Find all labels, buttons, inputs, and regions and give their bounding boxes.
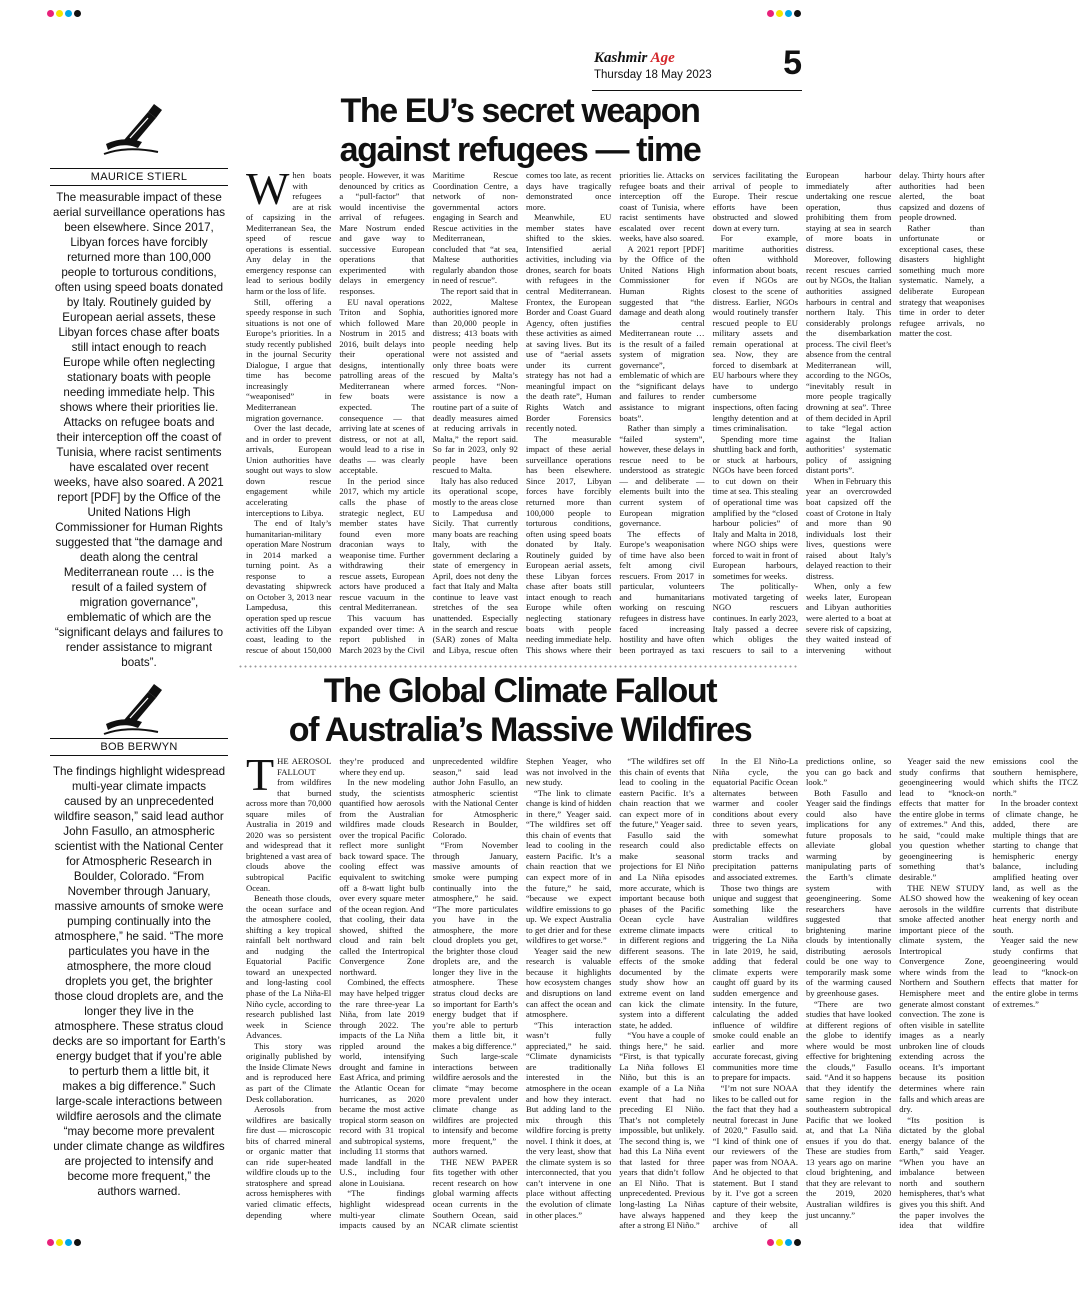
article-headline	[240, 672, 800, 750]
body-paragraph: Over the last decade, and in order to prevent arrivals, European Union authorities have sought out ways to slow down rescue engagement while accelerating interceptions to Libya.	[246, 423, 332, 518]
headline-line-1: The Global Climate Fallout	[323, 672, 717, 710]
registration-bar-bottom	[0, 1238, 848, 1247]
body-paragraph: “Its position is dictated by the global energy balance of the Earth,” said Yeager. “When you have an imbalance between north and southern hemispheres, that’s what gives you this shift. And the paper involves the idea that wildfire emissions cool the southern hemisphere, which shifts the ITCZ north.”	[899, 756, 1078, 1231]
body-paragraph: When, only a few weeks later, European and Libyan authorities were alerted to a boat at severe risk of capsizing, they waited instead of intervening without delay. Thirty hours after authorities had been alerted, the boat capsized and dozens of people drowned.	[805, 170, 985, 655]
body-paragraph: “This interaction wasn’t fully appreciated,” he said. “Climate dynamicists are traditionally interested in the atmosphere in the ocean and how they interact. But adding land to the mix through this wildfire forcing is pretty novel. I think it does, at the very least, show that the climate system is so interconnected, that you can’t intervene in one place without affecting the evolution of climate in other places.”	[525, 1019, 612, 1220]
body-paragraph: The politically-motivated targeting of NGO rescuers continues. In early 2023, Italy passed a decree which obliges the rescuers to sail to a European harbour immediately after undertaking one rescue operation, thus prohibiting them from staying at sea in search of more boats in distress.	[712, 170, 892, 655]
masthead	[592, 44, 808, 84]
registration-dot-yellow	[56, 1239, 63, 1246]
brand-age: Age	[650, 50, 675, 66]
section-divider	[238, 664, 798, 669]
registration-dot-magenta	[47, 1239, 54, 1246]
body-paragraph: When boats with refugees are at risk of capsizing in the Mediterranean Sea, the speed of rescue operations is essential. Any delay in the emergency response can lead to serious bodily harm or the loss of life.	[246, 163, 332, 297]
body-paragraph: Still, offering a speedy response in such situations is not one of Europe’s priorities. In a study recently published in the journal Security Dialogue, I argue that time has become increasingly “weaponised” in Mediterranean migration governance.	[246, 296, 332, 423]
registration-dot-magenta	[767, 1239, 774, 1246]
pull-quote: The measurable impact of these aerial surveillance operations has been elsewhere. Since 2017, Libyan forces have forcibly returned more than 100,000 people to torturous conditions, often using speed boats donated by Italy. Routinely guided by European aerial assets, these Libyan forces chase after boats still intact enough to reach Europe while often neglecting stationary boats with people needing immediate help. This shows where their priorities lie. Attacks on refugee boats and their interception off the coast of Tunisia, where racist sentiments have escalated over recent weeks, have also soared. A 2021 report [PDF] by the Office of the United Nations High Commissioner for Human Rights suggested that “the damage and death along the central Mediterranean route … is the result of a failed system of migration governance”, emblematic of which are the “significant delays and failures to render assistance to migrant boats”.	[52, 191, 226, 669]
body-paragraph: Yeager said the new study confirms that geoengineering would lead to “knock-on effects that matter for the entire globe in terms of extremes.” And this, he said, “could make you question whether geoengineering is something that’s desirable.”	[899, 756, 985, 883]
body-paragraph: Spending more time shuttling back and forth, or stuck at harbours, NGOs have been forced to cut down on their time at sea. This stealing of operational time was amplified by the “closed harbour policies” of Italy and Malta in 2018, where NGO ships were forced to wait in front of European harbours, sometimes for weeks.	[712, 433, 798, 581]
body-paragraph: Yeager said the new research is valuable because it highlights how ecosystem changes and disruptions on land can affect the ocean and atmosphere.	[525, 945, 612, 1020]
registration-dot-black	[74, 10, 81, 17]
body-paragraph: The effects of Europe’s weaponisation of time have also been felt among civil rescuers. From 2017 in particular, volunteers and humanitarians working on rescuing refugees in distress have faced increasing hostility and have often been portrayed as taxi services facilitating the arrival of people to Europe. Their rescue efforts have been obstructed and slowed down at every turn.	[619, 170, 798, 655]
body-paragraph: “From November through January, massive amounts of smoke were pumping continually into the atmosphere,” he said. “The more particulates you have in the atmosphere, the more cloud droplets you get, the brighter those cloud droplets are, and the longer they live in the atmosphere. These stratus cloud decks are so important for Earth’s energy budget that if you’re able to perturb them a little bit, it makes a big difference.”	[432, 840, 518, 1051]
headline-line-2: against refugees — time	[339, 131, 701, 169]
registration-marks-left	[47, 1239, 81, 1246]
registration-dot-cyan	[785, 10, 792, 17]
body-paragraph: Yeager said the new study confirms that geoengineering would lead to “knock-on effects that matter for the entire globe in terms of extremes.”	[992, 935, 1078, 1009]
body-paragraph: In the broader context of climate change, he added, there are multiple things that are starting to change that hemispheric energy balance, including amplified heating over land, as well as the weakening of key ocean currents that distribute heat energy north and south.	[992, 798, 1078, 935]
registration-dot-black	[794, 10, 801, 17]
body-paragraph: EU naval operations Triton and Sophia, which followed Mare Nostrum in 2015 and 2016, built delays into their operational designs, intentionally patrolling areas of the Mediterranean where few boats were expected. The consequence — that arriving late at scenes of distress, or not at all, would lead to a rise in deaths — was clearly acceptable.	[339, 296, 425, 476]
registration-dot-black	[74, 1239, 81, 1246]
body-paragraph: Meanwhile, EU member states have shifted to the skies. Intensified aerial activities, including via drones, search for boats with refugees in the central Mediterranean. Frontex, the European Border and Coast Guard Agency, often justifies these activities as aimed at saving lives. But its use of “aerial assets under its current strategy has not had a meaningful impact on the death rate”, Human Rights Watch and Border Forensics recently noted.	[525, 212, 612, 434]
registration-marks-left	[47, 10, 81, 17]
registration-dot-yellow	[776, 10, 783, 17]
registration-dot-cyan	[65, 1239, 72, 1246]
body-paragraph: “The findings highlight widespread multi-year climate impacts caused by an unprecedented wildfire season,” said lead author John Fasullo, an atmospheric scientist with the National Center for Atmospheric Research in Boulder, Colorado.	[339, 756, 518, 1231]
body-paragraph: “You have a couple of things here,” he said. “First, is that typically La Niña follows El Niño, but this is an example of a La Niña event that had no preceding El Niño. That’s not completely impossible, but unlikely. The second thing is, we had this La Niña event that lasted for three years that didn’t follow an El Niño. That is unprecedented. Previous long-lasting La Niñas have always happened after a strong El Niño.”	[619, 1030, 705, 1231]
author-name: MAURICE STIERL	[90, 171, 188, 183]
body-paragraph: Rather than unfortunate or exceptional cases, these disasters highlight something much more systematic. Namely, a deliberate European strategy that weaponises time in order to deter refugee arrivals, no matter the cost.	[899, 222, 985, 339]
registration-marks-right	[767, 10, 801, 17]
registration-dot-yellow	[776, 1239, 783, 1246]
author-byline	[50, 168, 228, 186]
issue-date: Thursday 18 May 2023	[594, 69, 712, 81]
body-paragraph: Those two things are unique and suggest that something like the Australian wildfires were critical to triggering the La Niña in late 2019, he said, adding that federal climate experts were caught off guard by its sudden emergence and intensity. In the future, calculating the added influence of wildfire smoke could enable an earlier and more accurate forecast, giving communities more time to prepare for impacts.	[712, 882, 798, 1083]
drop-cap: W	[246, 163, 290, 214]
body-paragraph: This vacuum has expanded over time: A report published in March 2023 by the Civil Maritime Rescue Coordination Centre, a network of non-governmental actors engaging in Search and Rescue activities in the Mediterranean, concluded that “at sea, Maltese authorities regularly abandon those in need of rescue”.	[339, 170, 518, 655]
article-headline	[240, 92, 800, 170]
headline-line-2: of Australia’s Massive Wildfires	[288, 711, 752, 749]
body-paragraph: “The wildfires set off this chain of events that lead to cooling in the eastern Pacific. It’s a chain reaction that we can expect more of in the future,” Yeager said.	[619, 756, 705, 830]
article-australia-wildfires	[50, 672, 1078, 1236]
fountain-pen-icon	[98, 678, 168, 738]
registration-dot-magenta	[47, 10, 54, 17]
body-paragraph: Fasullo said the research could also make seasonal projections for El Niño and La Niña episodes more accurate, which is important because both phases of the Pacific Ocean cycle have extreme climate impacts in different regions and different seasons. The effects of the smoke documented by the study show how an extreme event on land can kick the climate system into a different state, he added.	[619, 829, 705, 1030]
body-paragraph: Aerosols from wildfires are basically fire dust — microscopic bits of charred mineral or organic matter that can ride super-heated wildfire clouds up to the stratosphere and spread across hemispheres with varied climatic effects, depending where they’re produced and where they end up.	[246, 756, 425, 1220]
author-name: BOB BERWYN	[100, 741, 178, 753]
body-paragraph: THE NEW PAPER fits together with other recent research on how global warming affects ocean currents in the Southern Ocean, said NCAR climate scientist Stephen Yeager, who was not involved in the new study.	[432, 756, 612, 1231]
headline-line-1: The EU’s secret weapon	[340, 92, 700, 130]
brand-kashmir: Kashmir	[594, 50, 648, 66]
body-paragraph: Combined, the effects may have helped trigger the rare three-year La Niña, from late 2019 through 2022. The impacts of the La Niña rippled around the world, intensifying drought and famine in East Africa, and priming the Atlantic Ocean for hurricanes, as 2020 became the most active tropical storm season on record with 31 tropical and subtropical systems, including 11 storms that made landfall in the U.S., including four alone in Louisiana.	[339, 977, 425, 1188]
registration-dot-black	[794, 1239, 801, 1246]
registration-dot-cyan	[65, 10, 72, 17]
page-number: 5	[783, 44, 802, 82]
article-eu-refugees	[50, 88, 985, 669]
author-byline	[50, 738, 228, 756]
registration-dot-cyan	[785, 1239, 792, 1246]
body-paragraph: “The link to climate change is kind of hidden in there,” Yeager said. “The wildfires set off this chain of events that lead to cooling in the eastern Pacific. It’s a chain reaction that we can expect more of in the future,” he said, “because we expect wildfire emissions to go up. We expect Australia to get drier and for these wildfires to get worse.”	[525, 787, 612, 946]
body-paragraph: Moreover, following recent rescues carried out by NGOs, the Italian authorities assigned harbours in central and northern Italy. This considerably prolongs the disembarkation process. The civil fleet’s absence from the central Mediterranean will, according to the NGOs, “inevitably result in more people tragically drowning at sea”. Three of them decided in April to take “legal action against the Italian authorities’ systematic policy of assigning distant ports”.	[805, 254, 892, 476]
registration-dot-yellow	[56, 10, 63, 17]
body-paragraph: The end of Italy’s humanitarian-military operation Mare Nostrum in 2014 marked a turning point. As a response to a devastating shipwreck on October 3, 2013 near Lampedusa, this operation sped up rescue activities off the Libyan coast, leading to the rescue of about 150,000 people. However, it was denounced by critics as a “pull-factor” that would incentivise the arrival of refugees. Mare Nostrum ended and gave way to successive European operations that experimented with delays in emergency responses.	[246, 170, 425, 655]
registration-bar-top	[0, 9, 848, 18]
body-paragraph: Rather than simply a “failed system”, however, these delays in rescue need to be understood as strategic — and deliberate — elements built into the current system of European migration governance.	[619, 423, 705, 529]
body-paragraph: “I’m not sure NOAA likes to be called out for the fact that they had a neutral forecast in June of 2020,” Fasullo said. “I kind of think one of our reviewers of the paper was from NOAA. And he objected to that statement. But I stand by it. I’ve got a screen capture of their website, and they keep the archive of all predictions online, so you can go back and look.”	[712, 756, 892, 1231]
body-paragraph: The report said that in 2022, Maltese authorities ignored more than 20,000 people in distress; 413 boats with people needing help were not assisted and only three boats were rescued by Malta’s armed forces. “Non-assistance is now a routine part of a suite of deadly measures aimed at reducing arrivals in Malta,” the report said. So far in 2023, only 92 people have been rescued to Malta.	[432, 286, 518, 476]
body-paragraph: In the El Niño-La Niña cycle, the equatorial Pacific Ocean alternates between warmer and cooler conditions about every three to seven years, with somewhat predictable effects on storm tracks and precipitation patterns and associated extremes.	[712, 756, 798, 883]
body-paragraph: A 2021 report [PDF] by the Office of the United Nations High Commissioner for Human Rights suggested that “the damage and death along the central Mediterranean route … is the result of a failed system of migration governance”, emblematic of which are the “significant delays and failures to render assistance to migrant boats”.	[619, 243, 705, 423]
body-paragraph: THE AEROSOL FALLOUT from wildfires that burned across more than 70,000 square miles of Australia in 2019 and 2020 was so persistent and widespread that it brightened a vast area of clouds above the subtropical Pacific Ocean.	[246, 749, 332, 893]
body-paragraph: In the period since 2017, which my article calls the phase of strategic neglect, EU member states have found even more draconian ways to weaponise time. Further withdrawing their rescue assets, European actors have produced a rescue vacuum in the central Mediterranean.	[339, 475, 425, 613]
fountain-pen-icon	[98, 98, 168, 158]
body-paragraph: THE NEW STUDY ALSO showed how the aerosols in the wildfire smoke affected another important piece of the climate system, the Intertropical Convergence Zone, where winds from the Northern and Southern Hemisphere meet and generate almost constant convection. The zone is often visible in satellite images as a nearly unbroken line of clouds extending across the oceans. It’s important because its position determines where rain falls and which areas are dry.	[899, 882, 985, 1115]
body-paragraph: Both Fasullo and Yeager said the findings could also have implications for any future proposals to alleviate global warming by manipulating parts of the Earth’s climate system with geoengineering. Some researchers have suggested that brightening marine clouds by intentionally distributing aerosols could be one way to temporarily mask some of the warming caused by greenhouse gases.	[805, 787, 892, 999]
article-body	[246, 163, 985, 656]
body-paragraph: For example, maritime authorities often withhold information about boats, even if NGOs are closest to the scene of distress. Earlier, NGOs would routinely transfer rescued people to EU military assets and remain operational at sea. Now, they are forced to disembark at EU harbours where they have to undergo cumbersome inspections, often facing lengthy detention and at times criminalisation.	[712, 233, 798, 434]
body-paragraph: When in February this year an overcrowded boat capsized off the coast of Crotone in Italy and more than 90 individuals lost their lives, questions were raised about Italy’s delayed reaction to their distress.	[805, 475, 892, 581]
brand-logo	[594, 50, 675, 67]
pull-quote: The findings highlight widespread multi-year climate impacts caused by an unprecedented wildfire season,” said lead author John Fasullo, an atmospheric scientist with the National Center for Atmospheric Research in Boulder, Colorado. “From November through January, massive amounts of smoke were pumping continually into the atmosphere,” he said. “The more particulates you have in the atmosphere, the more cloud droplets you get, the brighter those cloud droplets are, and the longer they live in the atmosphere. These stratus cloud decks are so important for Earth’s energy budget that if you’re able to perturb them a little bit, it makes a big difference.” Such large-scale interactions between wildfire aerosols and the climate “may become more prevalent under climate change as wildfires are projected to intensify and become more frequent,” the authors warned.	[52, 765, 226, 1198]
article-body	[246, 749, 1078, 1234]
article-sidebar	[50, 676, 228, 1198]
drop-cap: T	[246, 749, 275, 800]
body-paragraph: Italy has also reduced its operational scope, mostly to the areas close to Lampedusa and Sicily. That currently many boats are reaching Italy, with the government declaring a state of emergency in April, does not deny the fact that Italy and Malta continue to leave vast stretches of the sea unattended. Especially in the search and rescue (SAR) zones of Malta and Libya, rescue often comes too late, as recent days have tragically demonstrated once more.	[432, 170, 612, 655]
body-paragraph: This story was originally published by the Inside Climate News and is reproduced here as part of the Climate Desk collaboration.	[246, 1040, 332, 1104]
registration-marks-right	[767, 1239, 801, 1246]
body-paragraph: In the new modeling study, the scientists quantified how aerosols from the Australian wildfires made clouds over the tropical Pacific reflect more sunlight back toward space. The cooling effect was equivalent to switching off a 8-watt light bulb over every square meter of the ocean region. And that cooling, their data showed, shifted the cloud and rain belt called the Intertropical Convergence Zone northward.	[339, 777, 425, 977]
body-paragraph: The measurable impact of these aerial surveillance operations has been elsewhere. Since 2017, Libyan forces have forcibly returned more than 100,000 people to torturous conditions, often using speed boats donated by Italy. Routinely guided by European aerial assets, these Libyan forces chase after boats still intact enough to reach Europe while often neglecting stationary boats with people needing immediate help. This shows where their priorities lie. Attacks on refugee boats and their interception off the coast of Tunisia, where racist sentiments have escalated over recent weeks, have also soared.	[525, 170, 705, 655]
body-paragraph: Beneath those clouds, the ocean surface and the atmosphere cooled, shifting a key tropical rainfall belt northward and nudging the Equatorial Pacific toward an unexpected and long-lasting cool phase of the La Niña-El Niño cycle, according to research published last week in Science Advances.	[246, 893, 332, 1041]
registration-dot-magenta	[767, 10, 774, 17]
body-paragraph: Such large-scale interactions between wildfire aerosols and the climate “may become more prevalent under climate change as wildfires are projected to intensify and become more frequent,” the authors warned.	[432, 1051, 518, 1157]
article-sidebar	[50, 88, 228, 669]
body-paragraph: “There are two studies that have looked at different regions of the globe to identify where would be most effective for brightening the clouds,” Fasullo said. “And it so happens that they identify the same region in the southeastern subtropical Pacific that we looked at, and that La Niña ensues if you do that. These are studies from 13 years ago on marine cloud brightening, and that they are relevant to the 2019, 2020 Australian wildfires is just uncanny.”	[805, 998, 892, 1220]
